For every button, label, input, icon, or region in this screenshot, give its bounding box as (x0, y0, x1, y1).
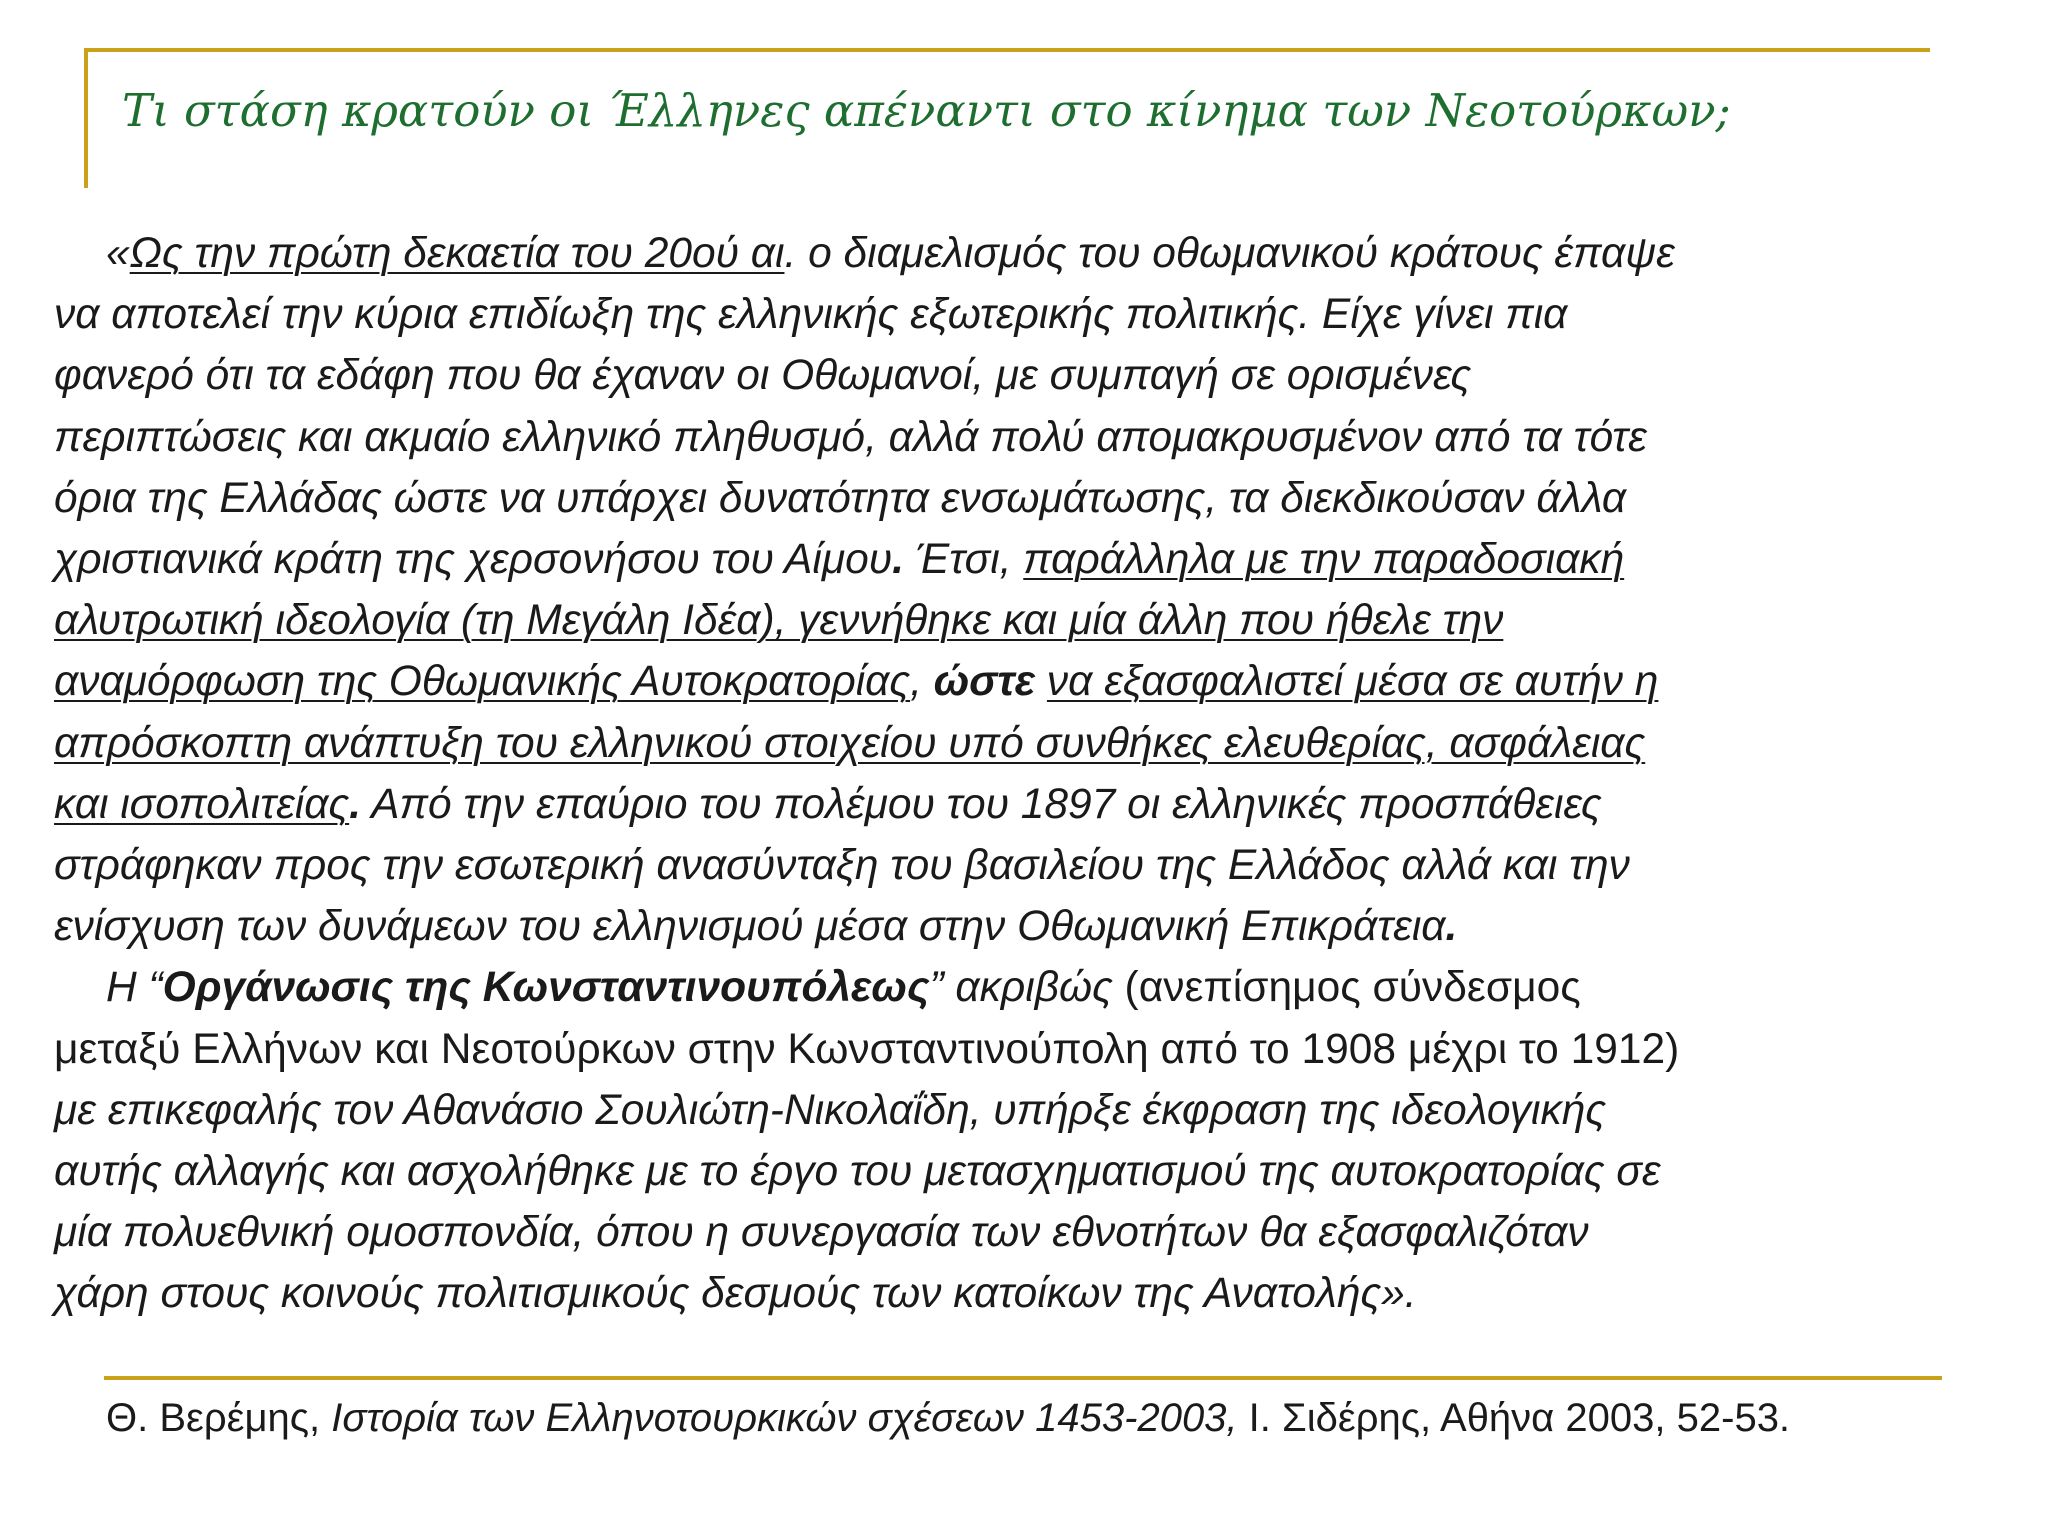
text-line: όρια της Ελλάδας ώστε να υπάρχει δυνατότητα ενσωμάτωσης, τα διεκδικούσαν άλλα (54, 474, 1627, 522)
text-line: μεταξύ Ελλήνων και Νεοτούρκων στην Κωνσταντινούπολη από το 1908 μέχρι το 1912) (54, 1025, 1680, 1073)
title-rule-vertical (84, 48, 88, 188)
text-line: στράφηκαν προς την εσωτερική ανασύνταξη του βασιλείου της Ελλάδος αλλά και την (54, 842, 1630, 890)
text-line: περιπτώσεις και ακμαίο ελληνικό πληθυσμό, αλλά πολύ απομακρυσμένον από τα τότε (54, 413, 1647, 461)
text-line: απρόσκοπτη ανάπτυξη του ελληνικού στοιχείου υπό συνθήκες ελευθερίας, ασφάλειας (54, 719, 1646, 767)
citation-publisher: Ι. Σιδέρης, Αθήνα 2003, 52-53. (1237, 1396, 1791, 1440)
text-line: αλυτρωτική ιδεολογία (τη Μεγάλη Ιδέα), γεννήθηκε και μία άλλη που ήθελε την (54, 597, 1504, 645)
quote-body (54, 223, 2044, 1325)
citation-author: Θ. Βερέμης, (106, 1396, 332, 1440)
text-line: αυτής αλλαγής και ασχολήθηκε με το έργο του μετασχηματισμού της αυτοκρατορίας σε (54, 1148, 1661, 1196)
citation-work: Ιστορία των Ελληνοτουρκικών σχέσεων 1453-2003, (331, 1396, 1238, 1440)
title-rule-horizontal (84, 48, 1930, 52)
text-line: με επικεφαλής τον Αθανάσιο Σουλιώτη-Νικολαΐδη, υπήρξε έκφραση της ιδεολογικής (54, 1086, 1606, 1134)
quote-paragraph-2 (54, 957, 2044, 1324)
quote-paragraph-1 (54, 223, 2044, 957)
footer-rule (104, 1376, 1942, 1380)
text-line: αναμόρφωση της Οθωμανικής Αυτοκρατορίας, ώστε να εξασφαλιστεί μέσα σε αυτήν η (54, 658, 1659, 706)
text-line: «Ως την πρώτη δεκαετία του 20ού αι. ο διαμελισμός του οθωμανικού κράτους έπαψε (106, 230, 1675, 277)
text-line: ενίσχυση των δυνάμεων του ελληνισμού μέσα στην Οθωμανική Επικράτεια. (54, 903, 1458, 951)
text-line: χάρη στους κοινούς πολιτισμικούς δεσμούς των κατοίκων της Ανατολής». (54, 1270, 1417, 1318)
text-line: Η “Οργάνωσις της Κωνσταντινουπόλεως” ακριβώς (ανεπίσημος σύνδεσμος (106, 964, 1581, 1012)
slide-title: Τι στάση κρατούν οι Έλληνες απέναντι στο κίνημα των Νεοτούρκων; (122, 84, 1731, 137)
citation (106, 1392, 2046, 1444)
text-line: χριστιανικά κράτη της χερσονήσου του Αίμου. Έτσι, παράλληλα με την παραδοσιακή (54, 536, 1625, 584)
text-line: μία πολυεθνική ομοσπονδία, όπου η συνεργασία των εθνοτήτων θα εξασφαλιζόταν (54, 1209, 1589, 1257)
text-line: φανερό ότι τα εδάφη που θα έχαναν οι Οθωμανοί, με συμπαγή σε ορισμένες (54, 352, 1472, 400)
text-line: να αποτελεί την κύρια επιδίωξη της ελληνικής εξωτερικής πολιτικής. Είχε γίνει πια (54, 291, 1568, 339)
text-line: και ισοπολιτείας. Από την επαύριο του πολέμου του 1897 οι ελληνικές προσπάθειες (54, 780, 1602, 828)
